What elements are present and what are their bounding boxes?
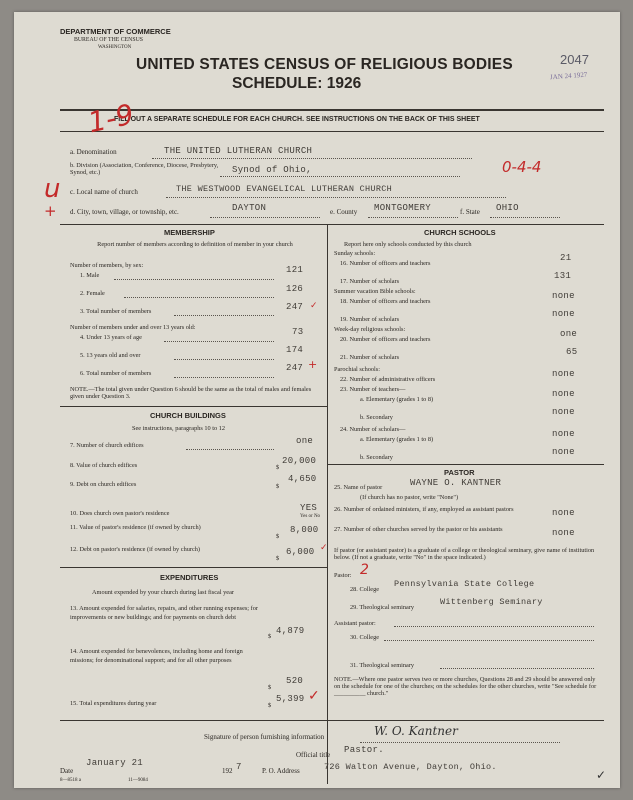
county-value: MONTGOMERY: [374, 203, 432, 213]
buildings-title: CHURCH BUILDINGS: [150, 411, 226, 420]
local-name-line: [166, 197, 506, 198]
local-name-value: THE WESTWOOD EVANGELICAL LUTHERAN CHURCH: [176, 184, 393, 194]
q21-label: 21. Number of scholars: [340, 354, 400, 361]
q12-check-icon: ✓: [320, 542, 328, 552]
city-value: DAYTON: [232, 203, 267, 213]
local-name-label: c. Local name of church: [70, 188, 138, 196]
signature: W. O. Kantner: [374, 724, 458, 738]
q10-value: YES: [300, 503, 318, 513]
q21-value: 65: [566, 347, 578, 357]
q8-label: 8. Value of church edifices: [70, 462, 138, 469]
schools-rule: [327, 464, 604, 465]
q25-value: WAYNE O. KANTNER: [410, 478, 502, 488]
form-code: 8—8518 a: [60, 778, 81, 783]
q6-dots: [174, 377, 274, 378]
official-title-value: Pastor.: [344, 745, 384, 755]
handwritten-code: 1-9: [85, 97, 137, 140]
pastor-title: PASTOR: [444, 468, 475, 477]
q23b-value: none: [552, 407, 575, 417]
q22-label: 22. Number of administrative officers: [340, 376, 436, 383]
q24b-label: b. Secondary: [360, 454, 393, 461]
q9-value: 4,650: [288, 474, 317, 484]
q15-dollar: $: [268, 702, 272, 709]
footer-rule: [60, 720, 604, 721]
q20-value: one: [560, 329, 578, 339]
q23-label: 23. Number of teachers—: [340, 386, 406, 393]
q23b-label: b. Secondary: [360, 414, 393, 421]
q9-dollar: $: [276, 483, 280, 490]
schools-intro: Report here only schools conducted by this church: [344, 241, 472, 248]
q14-value: 520: [286, 676, 304, 686]
q19-label: 19. Number of scholars: [340, 316, 400, 323]
date-value: January 21: [86, 758, 144, 768]
header-rule-top: [60, 109, 604, 111]
q7-label: 7. Number of church edifices: [70, 442, 144, 449]
q26-label: 26. Number of ordained ministers, if any, employed as assistant pastors: [334, 506, 514, 513]
city-label: WASHINGTON: [98, 45, 132, 50]
pastor-note: NOTE.—Where one pastor serves two or more churches, Questions 28 and 29 should be answered only on the schedule for one of the churches; on the schedules for the other churches, write "See schedule for __________ church.": [334, 676, 597, 697]
q17-label: 17. Number of scholars: [340, 278, 400, 285]
denomination-line: [152, 158, 472, 159]
q24a-value: none: [552, 429, 575, 439]
q23a-value: none: [552, 389, 575, 399]
q28-value: Pennsylvania State College: [394, 579, 535, 589]
q14-dollar: $: [268, 684, 272, 691]
address-label: P. O. Address: [262, 767, 300, 775]
q6-value: 247: [286, 363, 304, 373]
q30-dots: [384, 640, 594, 641]
division-value: Synod of Ohio,: [232, 165, 312, 175]
dept-label: DEPARTMENT OF COMMERCE: [60, 27, 171, 36]
received-stamp: JAN 24 1927: [549, 70, 588, 82]
red-code: 0-4-4: [502, 158, 542, 176]
state-value: OHIO: [496, 203, 519, 213]
q24-label: 24. Number of scholars—: [340, 426, 406, 433]
q3-value: 247: [286, 302, 304, 312]
q27-value: none: [552, 528, 575, 538]
q15-check-icon: ✓: [308, 689, 320, 704]
pastor-red-mark: 2: [360, 562, 369, 578]
red-mark: u: [44, 174, 61, 204]
q3-dots: [174, 315, 274, 316]
q15-label: 15. Total expenditures during year: [70, 700, 157, 707]
expenditures-intro: Amount expended by your church during last fiscal year: [92, 589, 234, 596]
county-line: [368, 217, 458, 218]
q13-label: 13. Amount expended for salaries, repairs, and other running expenses; for improvements or new buildings; and for payments on church debt: [70, 605, 258, 621]
q12-value: 6,000: [286, 547, 315, 557]
q5-dots: [174, 359, 274, 360]
bureau-label: BUREAU OF THE CENSUS: [74, 37, 143, 43]
q10-label: 10. Does church own pastor's residence: [70, 510, 170, 517]
grad-note: If pastor (or assistant pastor) is a graduate of a college or theological seminary, give name of institution below. (If not a graduate, write "No" in the space indicated.): [334, 547, 595, 561]
q22-value: none: [552, 369, 575, 379]
denomination-label: a. Denomination: [70, 148, 117, 156]
q7-value: one: [296, 436, 314, 446]
by-sex-head: Number of members, by sex:: [70, 262, 144, 269]
membership-intro: Report number of members according to definition of member in your church: [97, 241, 293, 248]
pastor-sub-label: Pastor:: [334, 572, 352, 579]
q30-label: 30. College: [350, 634, 380, 641]
q25-note: (If church has no pastor, write "None"): [360, 494, 459, 501]
buildings-rule: [60, 567, 327, 568]
q5-label: 5. 13 years old and over: [80, 352, 141, 359]
buildings-intro: See instructions, paragraphs 10 to 12: [132, 425, 226, 432]
q16-label: 16. Number of officers and teachers: [340, 260, 431, 267]
q9-label: 9. Debt on church edifices: [70, 481, 137, 488]
red-cross: +: [44, 202, 57, 220]
city-line: [210, 217, 320, 218]
q29-label: 29. Theological seminary: [350, 604, 415, 611]
q4-dots: [164, 341, 274, 342]
q8-value: 20,000: [282, 456, 317, 466]
census-schedule-page: [14, 12, 620, 788]
q31-dots: [440, 668, 594, 669]
identity-rule: [60, 224, 604, 225]
q25-label: 25. Name of pastor: [334, 484, 383, 491]
division-line: [220, 176, 460, 177]
schools-title: CHURCH SCHOOLS: [424, 228, 496, 237]
membership-rule: [60, 406, 327, 407]
q6-red-mark: +: [308, 358, 318, 371]
sunday-head: Sunday schools:: [334, 250, 376, 257]
year-label: 192: [222, 767, 233, 775]
q1-dots: [114, 279, 274, 280]
q24b-value: none: [552, 447, 575, 457]
form-title: UNITED STATES CENSUS OF RELIGIOUS BODIES: [136, 56, 513, 73]
q28-label: 28. College: [350, 586, 380, 593]
state-label: f. State: [460, 208, 480, 216]
q26-value: none: [552, 508, 575, 518]
q16-value: 21: [560, 253, 572, 263]
schedule-title: SCHEDULE: 1926: [232, 75, 362, 92]
q5-value: 174: [286, 345, 304, 355]
asst-dots: [394, 626, 594, 627]
q13-value: 4,879: [276, 626, 305, 636]
weekday-head: Week-day religious schools:: [334, 326, 406, 333]
sig-label: Signature of person furnishing information: [204, 733, 325, 741]
q18-value: none: [552, 291, 575, 301]
instruction-line: FILL OUT A SEPARATE SCHEDULE FOR EACH CHURCH. SEE INSTRUCTIONS ON THE BACK OF THIS SHEET: [114, 116, 480, 123]
q11-label: 11. Value of pastor's residence (if owned by church): [70, 524, 201, 531]
q2-dots: [124, 297, 274, 298]
denomination-value: THE UNITED LUTHERAN CHURCH: [164, 146, 313, 156]
state-line: [490, 217, 560, 218]
q12-dollar: $: [276, 555, 280, 562]
asst-label: Assistant pastor:: [334, 620, 376, 627]
q11-value: 8,000: [290, 525, 319, 535]
yes-no-hint: Yes or No: [300, 514, 321, 519]
q15-value: 5,399: [276, 694, 305, 704]
q2-value: 126: [286, 284, 304, 294]
age-head: Number of members under and over 13 years old:: [70, 324, 196, 331]
city-field-label: d. City, town, village, or township, etc.: [70, 208, 179, 216]
q31-label: 31. Theological seminary: [350, 662, 415, 669]
q12-label: 12. Debt on pastor's residence (if owned by church): [70, 546, 201, 553]
q3-label: 3. Total number of members: [80, 308, 152, 315]
address-value: 726 Walton Avenue, Dayton, Ohio.: [324, 762, 497, 772]
q4-value: 73: [292, 327, 304, 337]
q7-dots: [186, 449, 274, 450]
q19-value: none: [552, 309, 575, 319]
q23a-label: a. Elementary (grades 1 to 8): [360, 396, 434, 403]
q2-label: 2. Female: [80, 290, 105, 297]
column-divider: [327, 224, 328, 784]
q11-dollar: $: [276, 533, 280, 540]
q27-label: 27. Number of other churches served by the pastor or his assistants: [334, 526, 503, 533]
print-code: 11—9084: [128, 778, 148, 783]
q8-dollar: $: [276, 464, 280, 471]
official-title-label: Official title: [296, 751, 331, 759]
q6-label: 6. Total number of members: [80, 370, 152, 377]
header-rule-bottom: [60, 131, 604, 132]
q29-value: Wittenberg Seminary: [440, 597, 543, 607]
county-label: e. County: [330, 208, 358, 216]
q13-dollar: $: [268, 633, 272, 640]
membership-note: NOTE.—The total given under Question 6 should be the same as the total of males and females given under Question 3.: [70, 386, 312, 400]
corner-check-icon: ✓: [596, 768, 607, 782]
q1-value: 121: [286, 265, 304, 275]
q18-label: 18. Number of officers and teachers: [340, 298, 431, 305]
form-number: 2047: [560, 52, 589, 67]
division-label: b. Division (Association, Conference, Diocese, Presbytery, Synod, etc.): [70, 162, 219, 176]
year-digit: 7: [236, 762, 242, 772]
q14-label: 14. Amount expended for benevolences, including home and foreign missions; for denominational support; and for all other purposes: [70, 648, 243, 664]
q20-label: 20. Number of officers and teachers: [340, 336, 431, 343]
parochial-head: Parochial schools:: [334, 366, 380, 373]
q1-label: 1. Male: [80, 272, 100, 279]
membership-title: MEMBERSHIP: [164, 228, 215, 237]
date-label: Date: [60, 767, 74, 775]
q4-label: 4. Under 13 years of age: [80, 334, 142, 341]
q17-value: 131: [554, 271, 572, 281]
q3-check-icon: ✓: [310, 300, 318, 310]
sig-dots: [360, 742, 560, 743]
expenditures-title: EXPENDITURES: [160, 573, 219, 582]
q24a-label: a. Elementary (grades 1 to 8): [360, 436, 434, 443]
summer-head: Summer vacation Bible schools:: [334, 288, 416, 295]
